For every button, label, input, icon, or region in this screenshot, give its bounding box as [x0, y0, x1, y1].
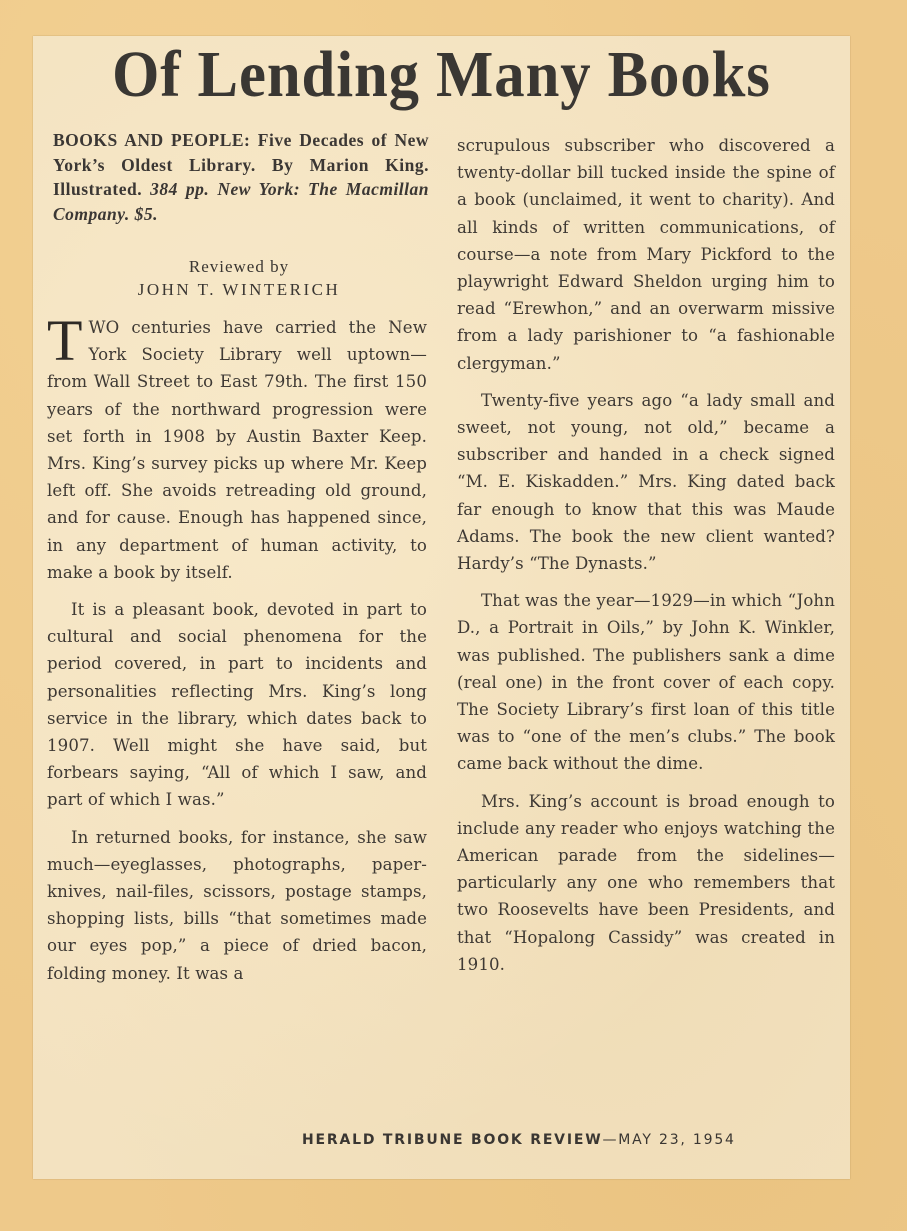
paragraph-1-text: WO centuries have carried the New York Society Library well uptown—from Wall Street to East 79th. The first 150 years of the northward progression were set forth in 1908 by Austin Baxter Keep. Mrs. King’s survey picks up where Mr. Keep left off. She avoids retreading old ground, and for cause. Enough has happened since, in any department of human activity, to make a book by itself.: [47, 318, 427, 582]
publication-date: —MAY 23, 1954: [602, 1132, 736, 1148]
body-right: [447, 132, 839, 978]
publication-name: HERALD TRIBUNE BOOK REVIEW: [302, 1132, 603, 1148]
book-subtitle: Five Decades of New York’s Oldest Library.: [53, 130, 429, 175]
paragraph-3-continued: scrupulous subscriber who discovered a twenty-dollar bill tucked inside the spine of a book (unclaimed, it went to charity). And all kinds of written communications, of course—a note from Mary Pickford to the playwright Edward Sheldon urging him to read “Erewhon,” and an overwarm missive from a lady parishioner to “a fashionable clergyman.”: [457, 136, 835, 373]
column-right: [447, 132, 839, 978]
publication-footer: [302, 1132, 736, 1148]
newspaper-clipping: [33, 36, 850, 1179]
column-left: [43, 126, 435, 987]
body-left: [43, 308, 435, 987]
book-publisher: New York: The Macmillan Company. $5.: [53, 179, 430, 224]
paragraph-4: Twenty-five years ago “a lady small and sweet, not young, not old,” became a subscriber and handed in a check signed “M. E. Kiskadden.” Mrs. King dated back far enough to know that this was Maude Adams. The book the new client wanted? Hardy’s “The Dynasts.”: [457, 390, 835, 574]
book-author: By Marion King. Illustrated.: [53, 154, 429, 199]
paragraph-5: That was the year—1929—in which “John D., a Portrait in Oils,” by John K. Winkler, was published. The publishers sank a dime (real one) in the front cover of each copy. The Society Library’s first loan of this title was to “one of the men’s clubs.” The book came back without the dime.: [457, 591, 835, 774]
paragraph-3: In returned books, for instance, she saw much—eyeglasses, photographs, paper-knives, nail-files, scissors, postage stamps, shopping lists, bills “that sometimes made our eyes pop,” a piece of dried bacon, folding money. It was a: [47, 827, 427, 983]
drop-cap: T: [47, 308, 83, 373]
paragraph-1: [47, 308, 427, 586]
byline: [43, 256, 435, 302]
headline: Of Lending Many Books: [112, 38, 771, 111]
paragraph-2: It is a pleasant book, devoted in part to cultural and social phenomena for the period covered, in part to incidents and personalities reflecting Mrs. King’s long service in the library, which dates back to 1907. Well might she have said, but forbears saying, “All of which I saw, and part of which I was.”: [47, 600, 427, 810]
book-info: [43, 128, 435, 226]
reviewed-by-label: Reviewed by: [188, 257, 290, 276]
reviewer-name: JOHN T. WINTERICH: [137, 280, 341, 299]
book-pages: 384 pp.: [150, 179, 210, 199]
paragraph-6: Mrs. King’s account is broad enough to include any reader who enjoys watching the American parade from the sidelines—particularly any one who remembers that two Roosevelts have been Presidents, and that “Hopalong Cassidy” was created in 1910.: [457, 791, 835, 974]
book-title: BOOKS AND PEOPLE:: [53, 130, 251, 150]
